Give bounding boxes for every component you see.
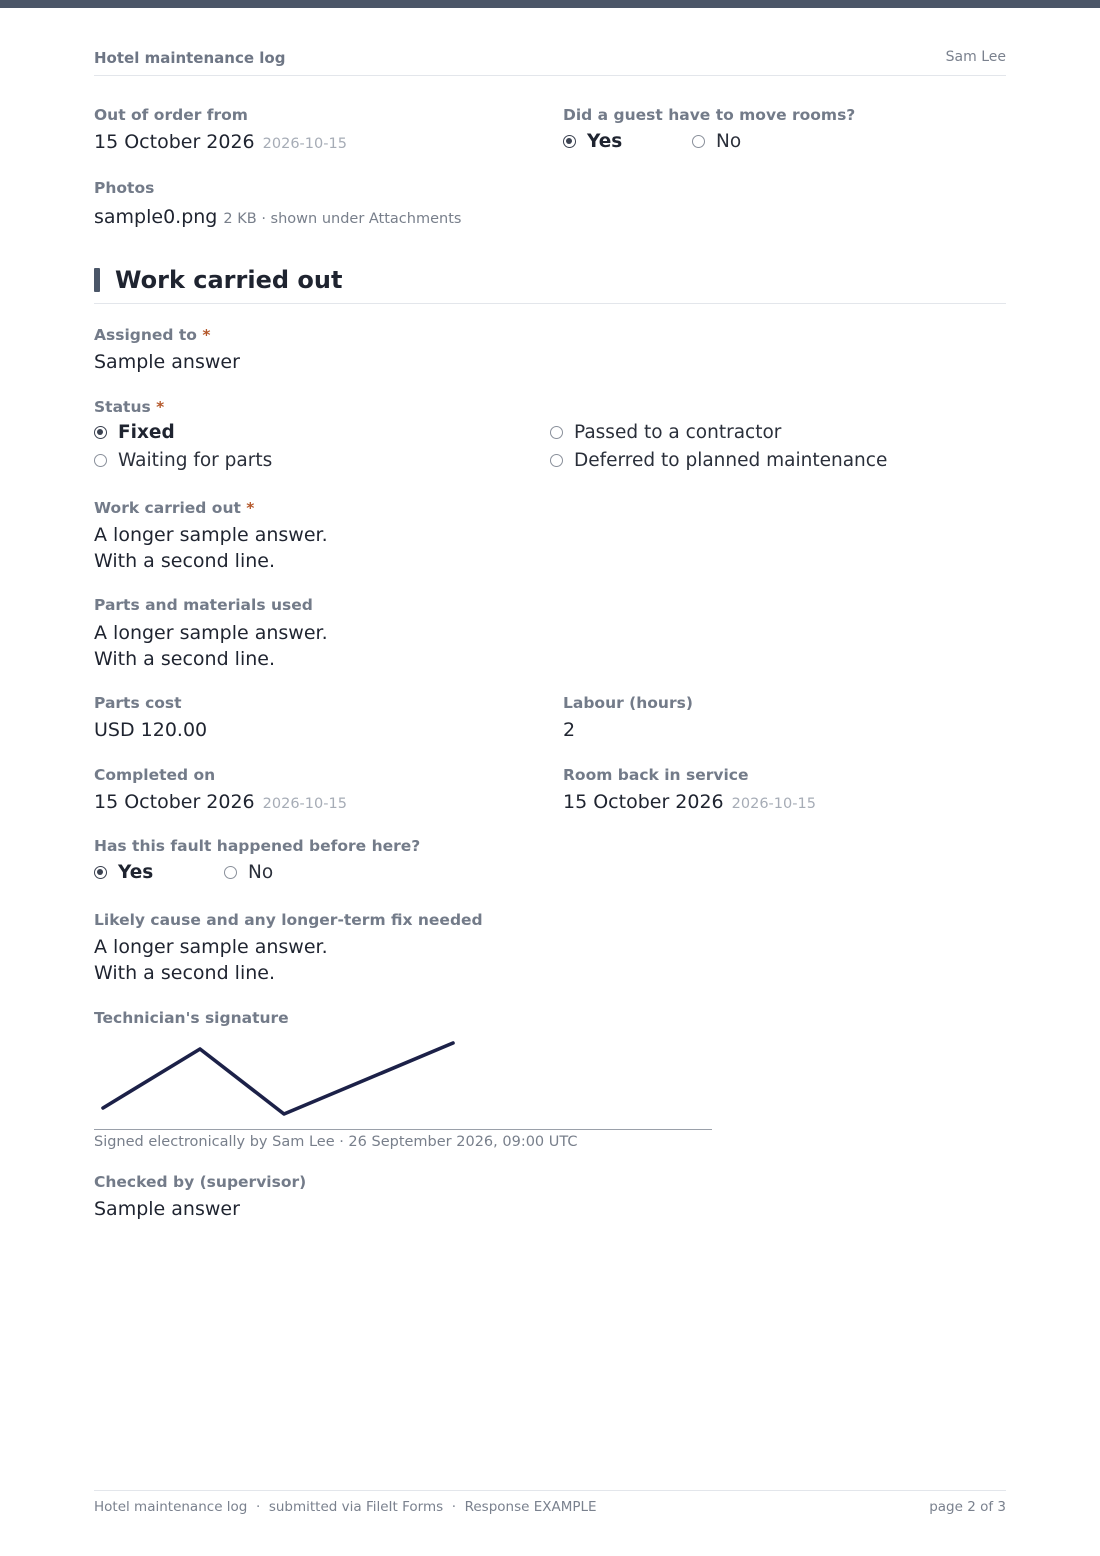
page-number: page 2 of 3 (929, 1499, 1006, 1515)
radio-selected-icon (94, 426, 107, 439)
photo-file-name: sample0.png (94, 206, 218, 228)
status-contractor-radio[interactable] (550, 422, 781, 443)
guest-moved-yes-label: Yes (587, 131, 623, 152)
form-title: Hotel maintenance log (94, 49, 286, 67)
checked-by-label: Checked by (supervisor) (94, 1173, 307, 1191)
completed-on-iso: 2026-10-15 (262, 796, 347, 812)
out-of-order-iso: 2026-10-15 (262, 136, 347, 152)
back-in-service-value (563, 791, 816, 813)
out-of-order-date: 15 October 2026 (94, 131, 255, 153)
signature-caption: Signed electronically by Sam Lee · 26 September 2026, 09:00 UTC (94, 1134, 578, 1150)
radio-empty-icon (224, 866, 237, 879)
completed-on-date: 15 October 2026 (94, 791, 255, 813)
page-header (94, 48, 1006, 76)
happened-before-yes-radio[interactable] (94, 862, 153, 883)
signature-image (94, 1034, 712, 1128)
likely-cause-value: A longer sample answer. With a second line. (94, 936, 328, 984)
page-footer (94, 1490, 1006, 1521)
happened-before-yes-label: Yes (118, 862, 154, 883)
footer-info: Hotel maintenance log · submitted via FileIt Forms · Response EXAMPLE (94, 1499, 597, 1515)
labour-label: Labour (hours) (563, 694, 693, 712)
radio-empty-icon (550, 426, 563, 439)
assigned-to-label (94, 326, 210, 344)
guest-moved-no-label: No (716, 131, 742, 152)
labour-value: 2 (563, 719, 576, 741)
parts-used-value: A longer sample answer. With a second line. (94, 622, 328, 670)
happened-before-label: Has this fault happened before here? (94, 837, 421, 855)
section-header (94, 266, 1006, 304)
radio-empty-icon (692, 135, 705, 148)
radio-empty-icon (550, 454, 563, 467)
photo-file-meta: 2 KB · shown under Attachments (223, 211, 462, 227)
status-fixed-label: Fixed (118, 422, 175, 443)
user-name: Sam Lee (945, 49, 1006, 65)
parts-used-label: Parts and materials used (94, 596, 313, 614)
status-label (94, 398, 164, 416)
back-in-service-label: Room back in service (563, 766, 749, 784)
guest-moved-no-radio[interactable] (692, 131, 741, 152)
signature-line (94, 1129, 712, 1130)
status-waiting-label: Waiting for parts (118, 450, 273, 471)
work-done-label-text: Work carried out (94, 499, 241, 517)
status-deferred-radio[interactable] (550, 450, 887, 471)
completed-on-label: Completed on (94, 766, 216, 784)
assigned-to-label-text: Assigned to (94, 326, 197, 344)
assigned-to-value: Sample answer (94, 351, 240, 373)
status-fixed-radio[interactable] (94, 422, 175, 443)
required-mark: * (156, 398, 165, 416)
radio-selected-icon (94, 866, 107, 879)
status-waiting-radio[interactable] (94, 450, 272, 471)
required-mark: * (246, 499, 255, 517)
radio-selected-icon (563, 135, 576, 148)
back-in-service-iso: 2026-10-15 (731, 796, 816, 812)
photos-label: Photos (94, 179, 155, 197)
happened-before-no-radio[interactable] (224, 862, 273, 883)
back-in-service-date: 15 October 2026 (563, 791, 724, 813)
section-accent-bar (94, 268, 100, 292)
likely-cause-label: Likely cause and any longer-term fix needed (94, 911, 483, 929)
status-label-text: Status (94, 398, 151, 416)
required-mark: * (202, 326, 211, 344)
signature-label: Technician's signature (94, 1009, 289, 1027)
happened-before-no-label: No (248, 862, 274, 883)
status-deferred-label: Deferred to planned maintenance (574, 450, 888, 471)
guest-moved-label: Did a guest have to move rooms? (563, 106, 856, 124)
guest-moved-yes-radio[interactable] (563, 131, 622, 152)
out-of-order-value (94, 131, 347, 153)
top-accent-bar (0, 0, 1100, 8)
work-done-label (94, 499, 254, 517)
parts-cost-value: USD 120.00 (94, 719, 208, 741)
parts-cost-label: Parts cost (94, 694, 182, 712)
section-title: Work carried out (115, 266, 343, 294)
status-contractor-label: Passed to a contractor (574, 422, 782, 443)
completed-on-value (94, 791, 347, 813)
work-done-value: A longer sample answer. With a second line. (94, 524, 328, 572)
checked-by-value: Sample answer (94, 1198, 240, 1220)
photos-value (94, 206, 461, 228)
radio-empty-icon (94, 454, 107, 467)
out-of-order-label: Out of order from (94, 106, 248, 124)
